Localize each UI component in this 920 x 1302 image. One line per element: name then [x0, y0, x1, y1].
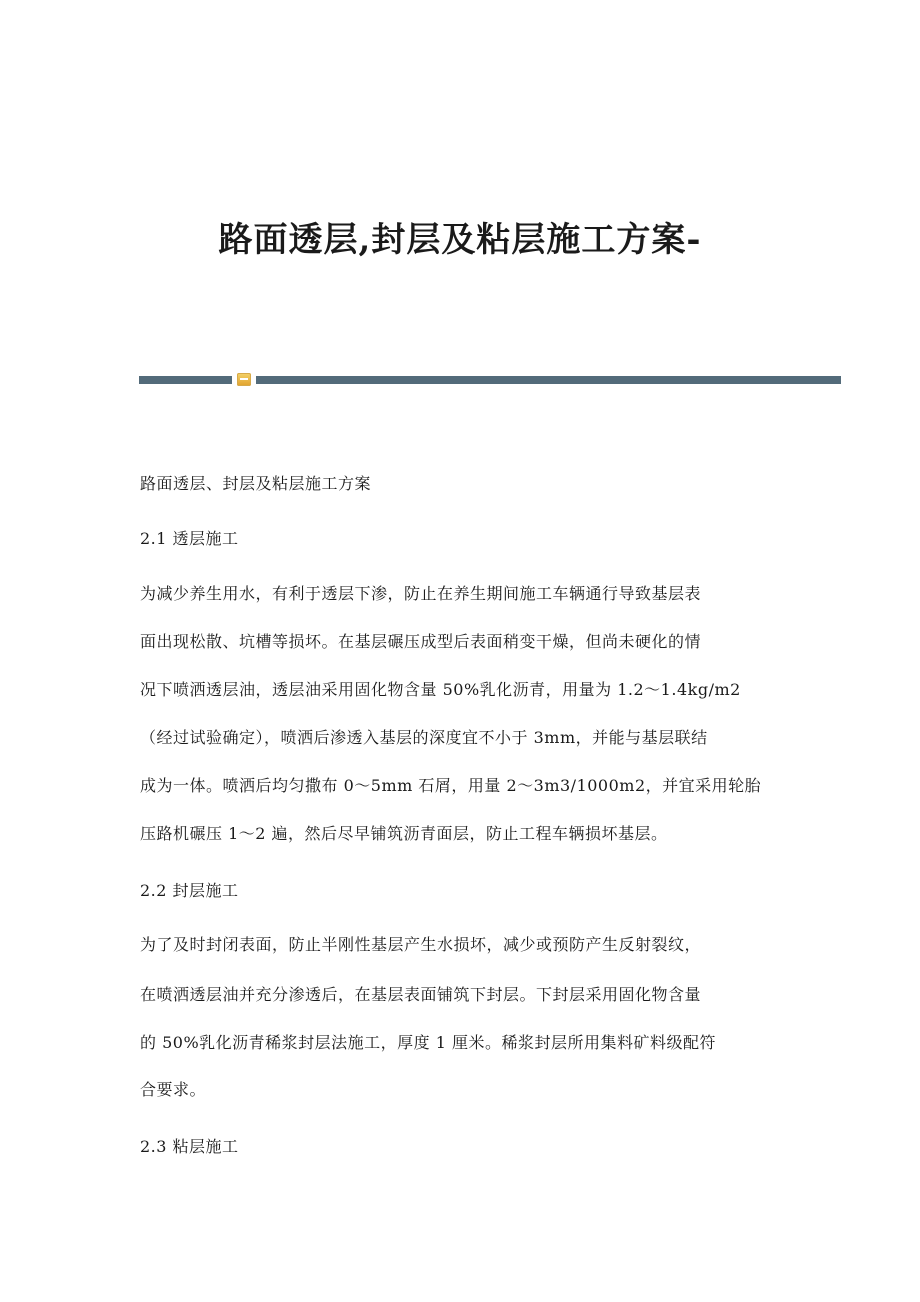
divider-bar-left [139, 376, 232, 384]
title-divider [139, 373, 841, 387]
section-heading-2-1: 2.1 透层施工 [140, 529, 239, 548]
body-heading: 路面透层、封层及粘层施工方案 [140, 474, 372, 493]
paragraph-line: 为减少养生用水，有利于透层下渗，防止在养生期间施工车辆通行导致基层表 [140, 584, 702, 603]
paragraph-line: 成为一体。喷洒后均匀撒布 0～5mm 石屑，用量 2～3m3/1000m2，并宜采用轮胎 [140, 776, 762, 795]
paragraph-line: 的 50%乳化沥青稀浆封层法施工，厚度 1 厘米。稀浆封层所用集料矿料级配符 [140, 1033, 717, 1052]
paragraph-line: 合要求。 [140, 1080, 207, 1099]
paragraph-line: （经过试验确定），喷洒后渗透入基层的深度宜不小于 3mm，并能与基层联结 [140, 728, 708, 747]
section-heading-2-3: 2.3 粘层施工 [140, 1137, 239, 1156]
paragraph-line: 压路机碾压 1～2 遍，然后尽早铺筑沥青面层，防止工程车辆损坏基层。 [140, 824, 668, 843]
document-badge-icon [237, 373, 251, 386]
paragraph-line: 为了及时封闭表面，防止半刚性基层产生水损坏，减少或预防产生反射裂纹， [140, 935, 702, 954]
paragraph-line: 况下喷洒透层油，透层油采用固化物含量 50%乳化沥青，用量为 1.2～1.4kg/m2 [140, 680, 741, 699]
document-title: 路面透层,封层及粘层施工方案- [218, 220, 702, 260]
paragraph-line: 面出现松散、坑槽等损坏。在基层碾压成型后表面稍变干燥，但尚未硬化的情 [140, 632, 702, 651]
divider-bar-right [256, 376, 841, 384]
paragraph-line: 在喷洒透层油并充分渗透后，在基层表面铺筑下封层。下封层采用固化物含量 [140, 985, 702, 1004]
section-heading-2-2: 2.2 封层施工 [140, 881, 239, 900]
